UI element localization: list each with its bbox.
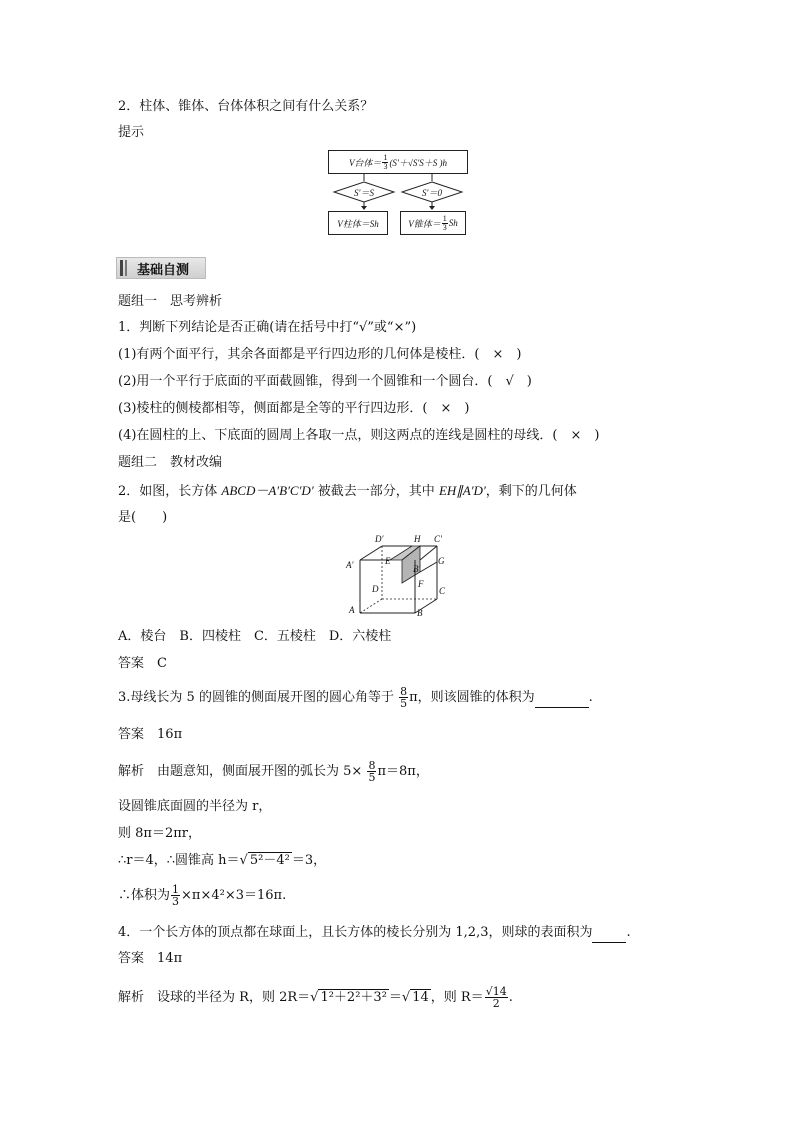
- question-2-stem-line-2: 是( ): [118, 510, 168, 525]
- analysis-label: 解析: [118, 990, 145, 1005]
- question-2-stem-line-1: [118, 482, 577, 501]
- condition-left-label: S′＝S: [354, 188, 374, 198]
- section-bar-icon-2: [125, 260, 127, 276]
- q3-fraction: [399, 686, 408, 709]
- q4-stem-end: .: [626, 925, 631, 940]
- q3-stem-end: .: [588, 690, 593, 705]
- q3-vol-frac-num: 1: [172, 883, 180, 896]
- pyramid-fraction: [442, 215, 448, 232]
- q2-stem-part-e: ，剩下的几何体: [485, 484, 577, 499]
- answer-label: 答案: [118, 727, 145, 742]
- question-3-analysis-line-3: 则 8π＝2πr，: [118, 826, 201, 841]
- q3-analysis-fraction: [367, 760, 376, 783]
- vertex-label: B: [417, 608, 423, 618]
- q3-an-frac-num: 8: [368, 759, 376, 772]
- q4-sqrt-1: 1²＋2²＋3²: [320, 990, 387, 1005]
- vertex-label: A′: [346, 560, 354, 570]
- cuboid-drawing: [342, 535, 452, 620]
- frustum-fraction: [382, 154, 388, 171]
- pyramid-frac-den: 3: [442, 222, 447, 232]
- q4-frac-den: 2: [492, 997, 500, 1010]
- vertex-label: D: [372, 584, 379, 594]
- q4-analysis-end: .: [508, 990, 513, 1005]
- answer-label: 答案: [118, 951, 145, 966]
- vertex-label: G: [438, 556, 445, 566]
- section-title: 基础自测: [137, 263, 190, 278]
- frustum-frac-den: 3: [383, 161, 388, 171]
- vertex-label: H: [414, 534, 421, 544]
- answer-value: C: [157, 656, 167, 671]
- q3-analysis-text-b: π＝8π，: [377, 764, 429, 779]
- question-3-analysis-line-5: [118, 884, 286, 907]
- q3-analysis-text: 由题意知，侧面展开图的弧长为 5×: [157, 764, 363, 779]
- volume-flowchart: [328, 150, 468, 236]
- judgement-item-3: (3)棱柱的侧棱都相等，侧面都是全等的平行四边形．( × ): [118, 401, 470, 416]
- q3-vol-frac-den: 3: [172, 895, 180, 908]
- vertex-label: D′: [375, 534, 384, 544]
- q3-analysis-text: ∴体积为: [118, 888, 171, 903]
- condition-right-label: S′＝0: [422, 188, 442, 198]
- q2-stem-part-a: 2．如图，长方体: [118, 484, 222, 499]
- q3-stem-part-b: π，则该圆锥的体积为: [409, 690, 535, 705]
- group-2-title: 题组二 教材改编: [118, 455, 223, 470]
- q3-volume-fraction: [171, 884, 180, 907]
- q4-analysis-text: 设球的半径为 R，则 2R＝: [157, 990, 311, 1005]
- q4-analysis-text-c: ，则 R＝: [430, 990, 484, 1005]
- question-1-stem: 1．判断下列结论是否正确(请在括号中打“√”或“×”): [118, 320, 417, 335]
- judgement-item-1: (1)有两个面平行，其余各面都是平行四边形的几何体是棱柱．( × ): [118, 347, 522, 362]
- q3-frac-num: 8: [400, 685, 408, 698]
- pyramid-formula-rhs: Sh: [448, 218, 458, 228]
- judgement-item-4: (4)在圆柱的上、下底面的圆周上各取一点，则这两点的连线是圆柱的母线．( × ): [118, 428, 600, 443]
- frustum-volume-box: [328, 150, 468, 174]
- vertex-label: B′: [413, 564, 421, 574]
- prism-volume-box: [328, 211, 388, 235]
- answer-value: 16π: [157, 727, 183, 742]
- question-3-analysis-line-4: ∴r＝4，∴圆锥高 h＝√ 5²－4² ＝3，: [118, 853, 327, 868]
- q3-analysis-text-b: ＝3，: [291, 853, 327, 868]
- q3-analysis-text: ∴r＝4，∴圆锥高 h＝: [118, 853, 240, 868]
- pyramid-volume-box: [400, 211, 466, 235]
- q2-parallel-condition: EH∥A′D′: [438, 483, 486, 498]
- answer-label: 答案: [118, 656, 145, 671]
- q2-stem-part-c: 被截去一部分，其中: [313, 484, 439, 499]
- vertex-label: A: [349, 605, 355, 615]
- q3-sqrt: 5²－4²: [249, 853, 290, 868]
- question-3-analysis-line-1: [118, 760, 429, 783]
- frustum-frac-num: 1: [383, 152, 388, 162]
- question-4-stem: [118, 924, 631, 943]
- hint-label: 提示: [118, 125, 145, 140]
- frustum-formula-lhs: V台体＝: [348, 157, 382, 168]
- prism-formula: V柱体＝Sh: [337, 218, 379, 229]
- question-3-answer: [118, 726, 182, 744]
- frustum-formula-rhs: (S′＋√S′S＋S )h: [389, 157, 448, 168]
- q3-an-frac-den: 5: [368, 771, 376, 784]
- q2-cuboid-name: ABCD－A′B′C′D′: [221, 483, 314, 498]
- question-4-analysis: 解析 设球的半径为 R，则 2R＝√ 1²＋2²＋3² ＝√ 14 ，则 R＝ $\frac{√14}{2}$ .: [118, 985, 513, 1010]
- answer-value: 14π: [157, 951, 183, 966]
- judgement-item-2: (2)用一个平行于底面的平面截圆锥，得到一个圆锥和一个圆台．( √ ): [118, 374, 532, 389]
- question-4-answer: [118, 950, 182, 968]
- answer-blank: [535, 689, 589, 708]
- question-2-options: A．棱台 B．四棱柱 C．五棱柱 D．六棱柱: [118, 629, 392, 644]
- group-1-title: 题组一 思考辨析: [118, 294, 223, 309]
- vertex-label: E: [385, 556, 391, 566]
- vertex-label: F: [418, 579, 424, 589]
- q4-sqrt-2: 14: [412, 990, 429, 1005]
- pyramid-frac-num: 1: [442, 213, 447, 223]
- q3-stem-part-a: 3.母线长为 5 的圆锥的侧面展开图的圆心角等于: [118, 690, 394, 705]
- analysis-label: 解析: [118, 764, 145, 779]
- question-2-title: 2．柱体、锥体、台体体积之间有什么关系？: [118, 99, 374, 114]
- q4-frac-num: √14: [485, 985, 507, 998]
- question-3-stem: [118, 686, 593, 709]
- section-header: [116, 257, 206, 279]
- q4-analysis-eq: ＝: [388, 990, 402, 1005]
- question-2-answer: [118, 655, 167, 673]
- answer-blank: [592, 924, 626, 943]
- q4-radius-fraction: [485, 986, 508, 1009]
- section-bar-icon: [120, 260, 123, 276]
- vertex-label: C: [439, 586, 446, 596]
- vertex-label: C′: [434, 534, 442, 544]
- question-3-analysis-line-2: 设圆锥底面圆的半径为 r，: [118, 799, 272, 814]
- q4-stem-text: 4．一个长方体的顶点都在球面上，且长方体的棱长分别为 1,2,3，则球的表面积为: [118, 925, 593, 940]
- cuboid-figure: [342, 535, 452, 620]
- q3-analysis-text-b: ×π×4²×3＝16π.: [181, 888, 287, 903]
- pyramid-formula-lhs: V锥体＝: [408, 218, 441, 229]
- q3-frac-den: 5: [400, 697, 408, 710]
